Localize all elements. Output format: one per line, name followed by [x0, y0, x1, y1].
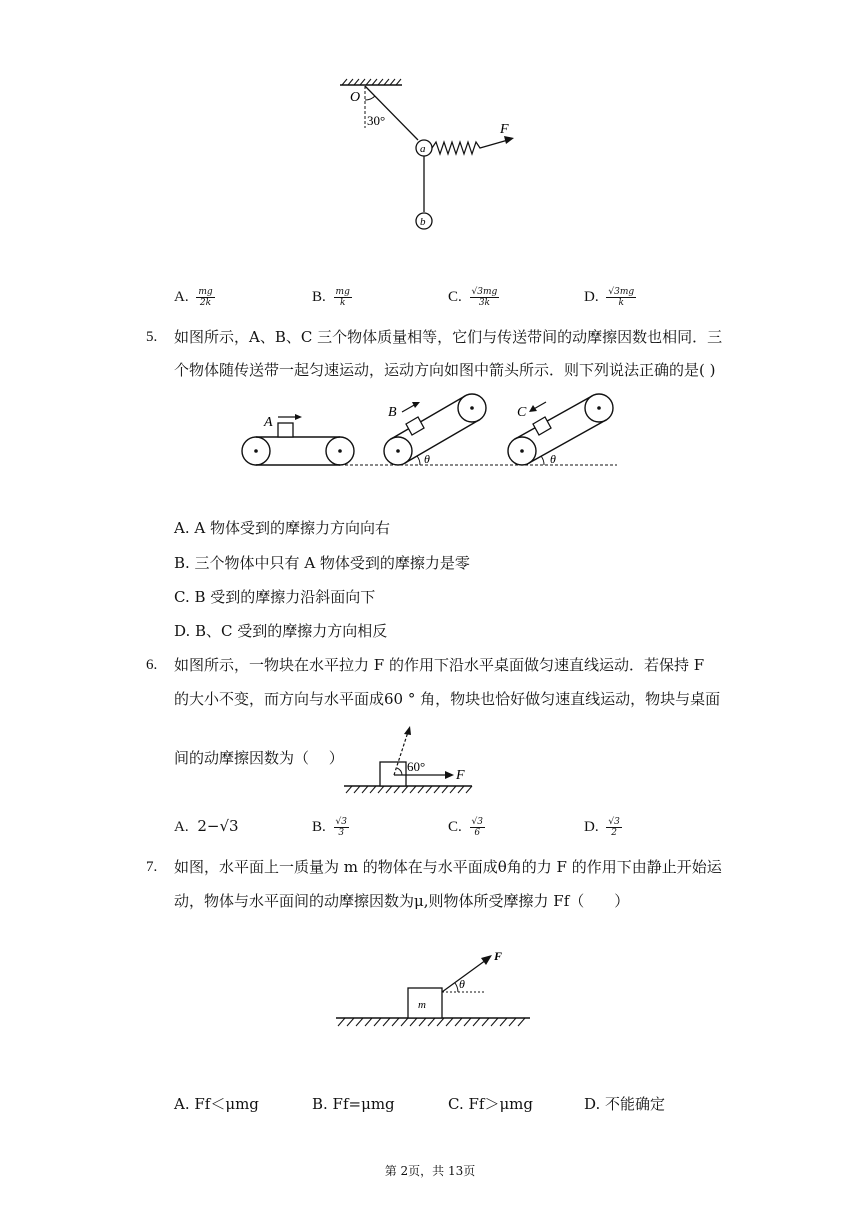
q5-label-a: A [264, 415, 273, 430]
page-footer: 第 2页，共 13页 [384, 1164, 476, 1178]
q6-option-d: D. $\frac{√3}{2}$ [584, 816, 620, 838]
q4-label-o: O [350, 90, 361, 105]
q5-line-1: 如图所示，A、B、C 三个物体质量相等，它们与传送带间的动摩擦因数也相同．三 [174, 328, 723, 346]
q5-option-a: A. A 物体受到的摩擦力方向向右 [174, 519, 390, 537]
q7-label-f: F [494, 949, 503, 963]
q4-label-a: a [420, 143, 426, 155]
q4-option-d: D. $\frac{√3mg}{k}$ [584, 286, 635, 308]
q7-option-c: C. Ff＞μmg [448, 1095, 534, 1113]
q4-option-b: B. $\frac{mg}{k}$ [312, 286, 350, 308]
q6-option-a: A. 2−√3 [174, 817, 239, 835]
q7-line-1: 如图，水平面上一质量为 m 的物体在与水平面成θ角的力 F 的作用下由静止开始运 [174, 858, 722, 876]
q7-option-d: D. 不能确定 [584, 1095, 666, 1113]
q5-label-c: C [517, 405, 527, 420]
q6-figure [340, 720, 480, 796]
q5-option-b: B. 三个物体中只有 A 物体受到的摩擦力是零 [174, 554, 470, 572]
q4-option-c: C. $\frac{√3mg}{3k}$ [448, 286, 498, 308]
q7-option-a: A. Ff＜μmg [174, 1095, 259, 1113]
q5-label-theta-2: θ [550, 452, 556, 466]
q4-label-angle: 30° [367, 113, 386, 128]
q7-label-m: m [418, 999, 426, 1011]
q6-label-f: F [456, 768, 465, 783]
q4-label-b: b [420, 216, 426, 228]
q5-option-d: D. B、C 受到的摩擦力方向相反 [174, 622, 388, 640]
q7-option-b: B. Ff=μmg [312, 1095, 395, 1113]
q4-label-f: F [500, 122, 509, 137]
q7-figure [334, 946, 534, 1036]
q6-line-3: 间的动摩擦因数为（ ） [174, 749, 344, 767]
q5-label-theta-1: θ [424, 452, 430, 466]
q6-number: 6. [146, 657, 158, 673]
q6-line-1: 如图所示，一物块在水平拉力 F 的作用下沿水平桌面做匀速直线运动．若保持 F [174, 656, 705, 674]
q7-line-2: 动，物体与水平面间的动摩擦因数为μ,则物体所受摩擦力 Ff（ ） [174, 892, 630, 910]
q4-option-a: A. $\frac{mg}{2k}$ [174, 286, 213, 308]
q6-option-c: C. $\frac{√3}{6}$ [448, 816, 484, 838]
q5-label-b: B [388, 405, 397, 420]
q7-number: 7. [146, 859, 158, 875]
q5-number: 5. [146, 329, 158, 345]
q5-figure [232, 386, 622, 472]
q6-option-b: B. $\frac{√3}{3}$ [312, 816, 348, 838]
q6-label-angle: 60° [407, 759, 426, 774]
q6-line-2: 的大小不变，而方向与水平面成60 ° 角，物块也恰好做匀速直线运动，物块与桌面 [174, 690, 721, 708]
q5-option-c: C. B 受到的摩擦力沿斜面向下 [174, 588, 376, 606]
q4-figure [330, 78, 530, 238]
q7-label-theta: θ [459, 977, 465, 991]
q5-line-2: 个物体随传送带一起匀速运动，运动方向如图中箭头所示．则下列说法正确的是( ) [174, 361, 716, 379]
